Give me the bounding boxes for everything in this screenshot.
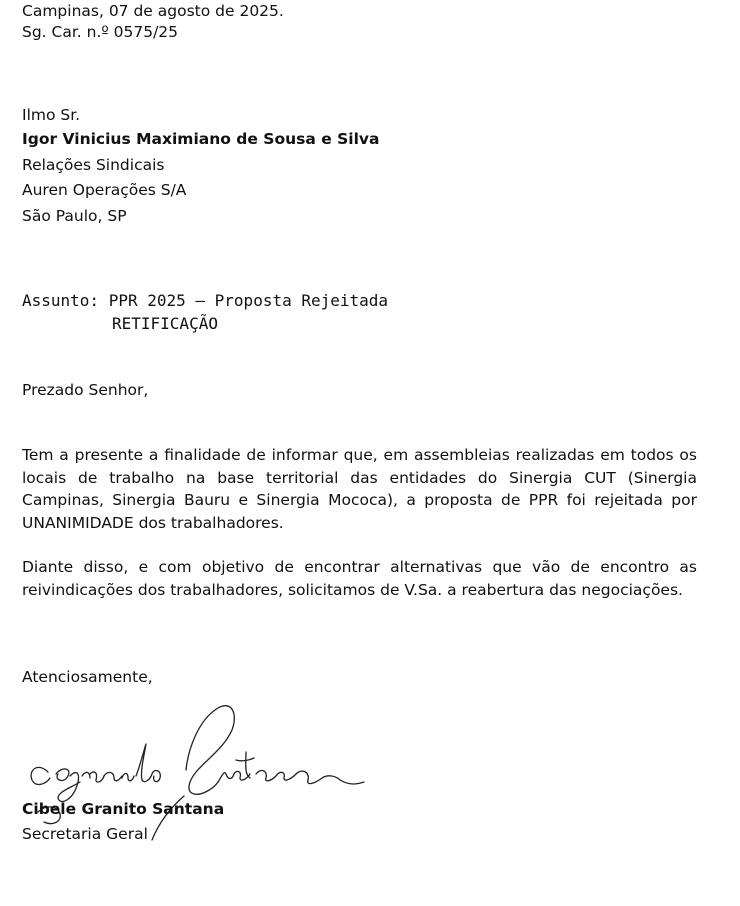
subject-line: Assunto: PPR 2025 – Proposta Rejeitada bbox=[22, 291, 389, 310]
place-date: Campinas, 07 de agosto de 2025. bbox=[22, 2, 284, 20]
signatory-name: Cibele Granito Santana bbox=[22, 800, 225, 818]
body-paragraph-2: Diante disso, e com objetivo de encontrar alternativas que vão de encontro as reivindicações dos trabalhadores, solicitamos de V.Sa. a reabertura das negociações. bbox=[22, 558, 697, 599]
recipient-location: São Paulo, SP bbox=[22, 207, 127, 225]
greeting: Prezado Senhor, bbox=[22, 381, 149, 399]
reference-number: Sg. Car. n.º 0575/25 bbox=[22, 23, 179, 41]
recipient-salutation: Ilmo Sr. bbox=[22, 106, 81, 124]
closing: Atenciosamente, bbox=[22, 668, 153, 686]
recipient-name: Igor Vinicius Maximiano de Sousa e Silva bbox=[22, 130, 380, 148]
recipient-company: Auren Operações S/A bbox=[22, 181, 187, 199]
subject-retification: RETIFICAÇÃO bbox=[112, 314, 218, 333]
signatory-title: Secretaria Geral bbox=[22, 825, 148, 843]
recipient-department: Relações Sindicais bbox=[22, 156, 165, 174]
body-paragraph-1: Tem a presente a finalidade de informar que, em assembleias realizadas em todos os locais de trabalho na base territorial das entidades do Sinergia CUT (Sinergia Campinas, Sinergia Bauru e Sinergia Mococa), a proposta de PPR foi rejeitada por UNANIMIDADE dos trabalhadores. bbox=[22, 446, 697, 532]
